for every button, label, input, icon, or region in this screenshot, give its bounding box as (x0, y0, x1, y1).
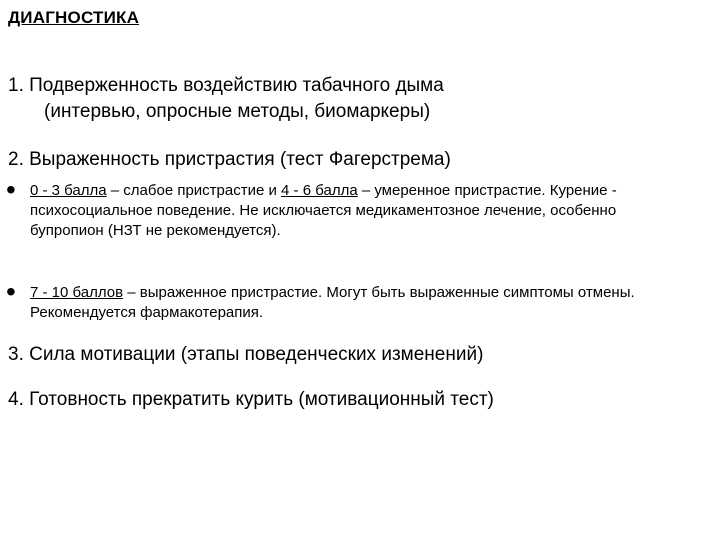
bullet-text-moderate: – умеренное пристрастие. Курение - психосоциальное поведение. Не исключается медикаментозное лечение, особенно бупропион (НЗТ не рекомендуется). (30, 182, 617, 239)
bullet-dot-icon: • (6, 174, 16, 205)
bullet-text-low: – слабое пристрастие и (106, 182, 282, 199)
score-range-high: 7 - 10 баллов (30, 284, 124, 301)
list-item-motivation: 3. Сила мотивации (этапы поведенческих изменений) (8, 344, 484, 365)
list-item-exposure (8, 73, 444, 125)
score-range-low: 0 - 3 балла (30, 182, 107, 199)
slide-title: ДИАГНОСТИКА (8, 8, 140, 27)
list-item-exposure-line1: 1. Подверженность воздействию табачного дыма (8, 75, 444, 96)
list-item-dependence: 2. Выраженность пристрастия (тест Фагерстрема) (8, 149, 451, 170)
score-range-moderate: 4 - 6 балла (281, 182, 358, 199)
list-item-exposure-line2: (интервью, опросные методы, биомаркеры) (44, 101, 431, 122)
bullet-low-moderate (6, 174, 680, 241)
bullet-text-high: – выраженное пристрастие. Могут быть выраженные симптомы отмены. Рекомендуется фармакотерапия. (30, 284, 635, 321)
bullet-high (6, 276, 680, 323)
bullet-dot-icon: • (6, 276, 16, 307)
list-item-readiness: 4. Готовность прекратить курить (мотивационный тест) (8, 389, 494, 410)
